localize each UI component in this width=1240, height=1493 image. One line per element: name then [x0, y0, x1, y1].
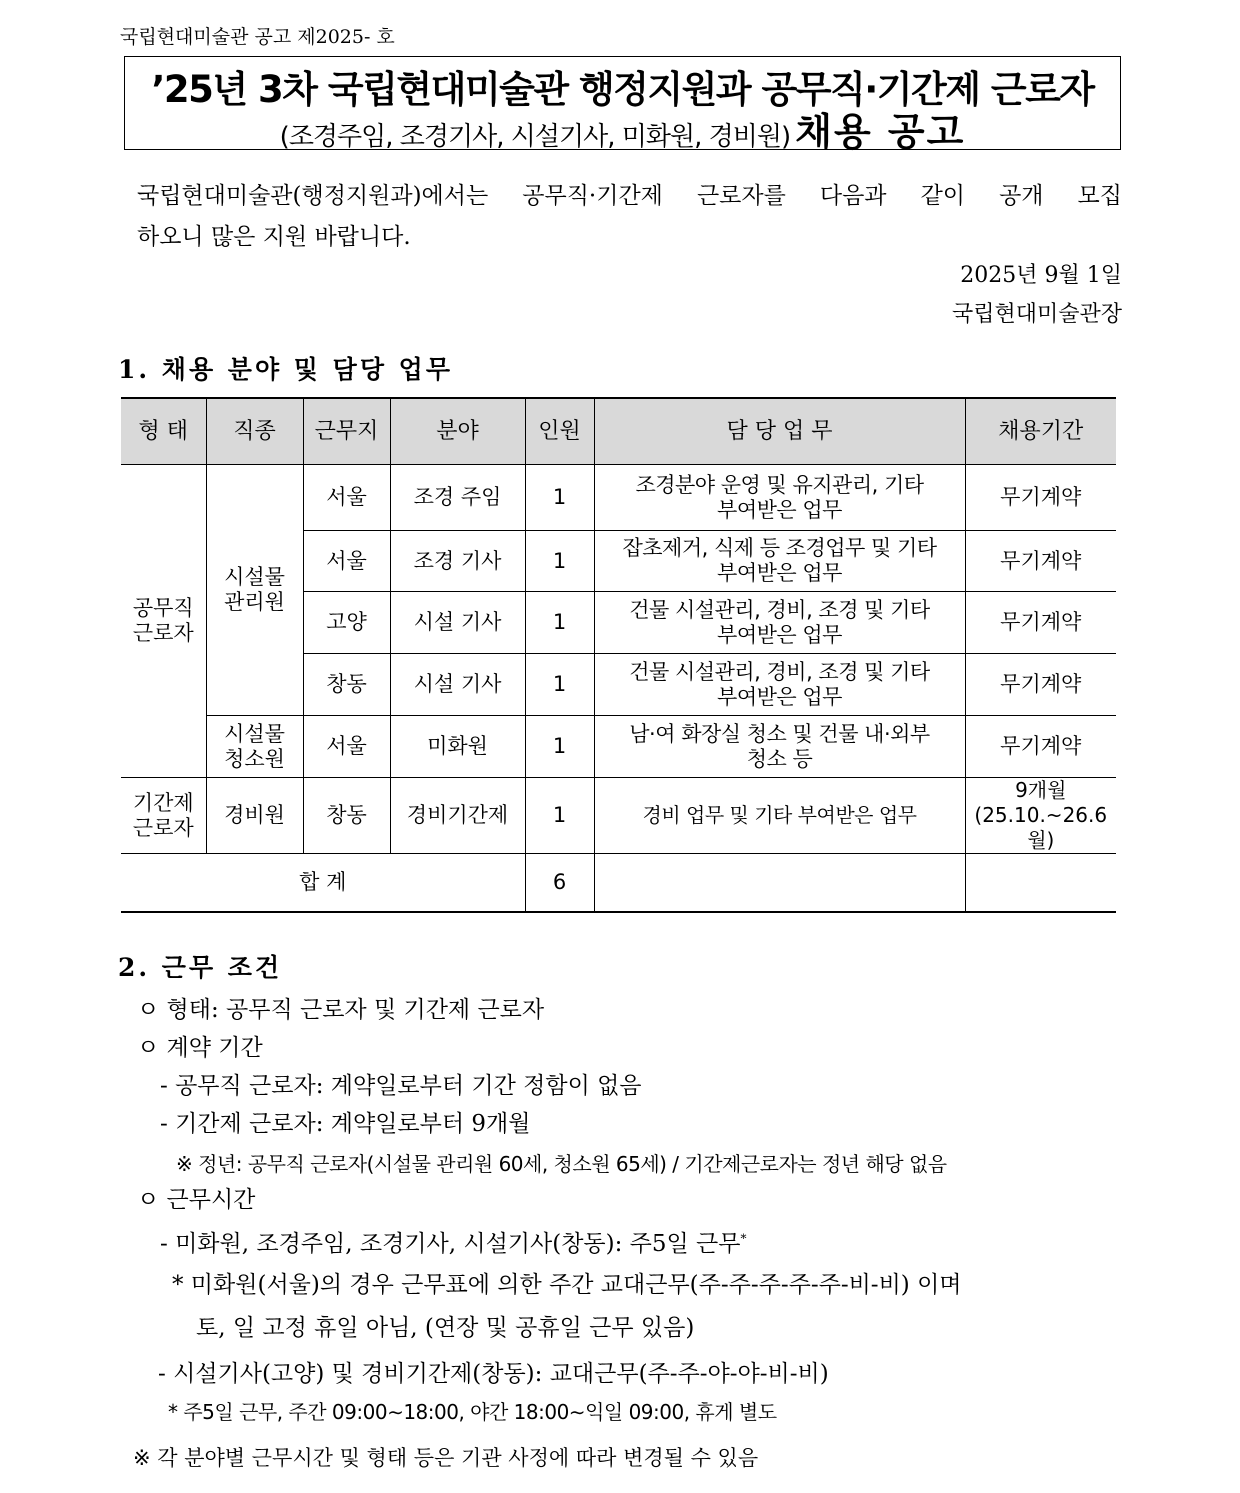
total-empty-duty: [594, 854, 965, 912]
hours-cleaning-shift: * 미화원(서울)의 경우 근무표에 의한 주간 교대근무(주-주-주-주-주-비-비) 이며: [172, 1272, 962, 1298]
condition-type: ㅇ 형태: 공무직 근로자 및 기간제 근로자: [137, 997, 545, 1023]
cell-location: 서울: [303, 716, 390, 778]
section2-heading: 2. 근무 조건: [118, 953, 283, 982]
job-facility: 시설물 관리원: [206, 465, 303, 716]
total-empty-period: [965, 854, 1116, 912]
retirement-note: ※ 정년: 공무직 근로자(시설물 관리원 60세, 청소원 65세) / 기간제근로자는 정년 해당 없음: [176, 1152, 947, 1176]
cell-count: 1: [525, 531, 594, 592]
intro-line2: 하오니 많은 지원 바랍니다.: [137, 224, 411, 250]
table-row: [121, 716, 1116, 778]
job-cleaning: 시설물 청소원: [206, 716, 303, 778]
cell-count: 1: [525, 778, 594, 854]
cell-period: 무기계약: [965, 716, 1116, 778]
cell-period: 무기계약: [965, 654, 1116, 716]
title-box: [124, 56, 1121, 154]
cell-location: 창동: [303, 778, 390, 854]
cell-duty: 건물 시설관리, 경비, 조경 및 기타 부여받은 업무: [594, 654, 965, 716]
header-job: 직종: [206, 398, 303, 465]
header-count: 인원: [525, 398, 594, 465]
hours-five-day-text: - 미화원, 조경주임, 조경기사, 시설기사(창동): 주5일 근무: [160, 1231, 741, 1257]
cell-count: 1: [525, 654, 594, 716]
table-header-row: [121, 398, 1116, 465]
contract-gongmu: - 공무직 근로자: 계약일로부터 기간 정함이 없음: [160, 1073, 642, 1099]
cell-location: 서울: [303, 465, 390, 531]
intro-line1: 국립현대미술관(행정지원과)에서는 공무직·기간제 근로자를 다음과 같이 공개 모집: [137, 183, 1122, 209]
cell-period: 무기계약: [965, 465, 1116, 531]
total-count: 6: [525, 854, 594, 912]
hours-cleaning-holiday: 토, 일 고정 휴일 아님, (연장 및 공휴일 근무 있음): [196, 1315, 695, 1341]
cell-duty: 잡초제거, 식제 등 조경업무 및 기타 부여받은 업무: [594, 531, 965, 592]
cell-period: 무기계약: [965, 531, 1116, 592]
title-line2: [125, 101, 1120, 156]
header-type: 형 태: [121, 398, 206, 465]
table-row: [121, 465, 1116, 531]
intro-paragraph: [137, 176, 1122, 258]
header-duty: 담 당 업 무: [594, 398, 965, 465]
cell-count: 1: [525, 465, 594, 531]
cell-field: 경비기간제: [390, 778, 525, 854]
cell-duty: 경비 업무 및 기타 부여받은 업무: [594, 778, 965, 854]
cell-location: 창동: [303, 654, 390, 716]
cell-period: 무기계약: [965, 592, 1116, 654]
hours-five-day: [160, 1225, 746, 1258]
recruitment-table: [121, 397, 1116, 913]
cell-field: 미화원: [390, 716, 525, 778]
cell-field: 시설 기사: [390, 592, 525, 654]
table-row: [121, 778, 1116, 854]
job-guard: 경비원: [206, 778, 303, 854]
title-line1: ’25년 3차 국립현대미술관 행정지원과 공무직·기간제 근로자: [151, 68, 1094, 111]
total-label: 합 계: [121, 854, 525, 912]
header-field: 분야: [390, 398, 525, 465]
change-notice: ※ 각 분야별 근무시간 및 형태 등은 기관 사정에 따라 변경될 수 있음: [133, 1446, 759, 1470]
notice-number: 국립현대미술관 공고 제2025- 호: [120, 26, 395, 48]
contract-gigan: - 기간제 근로자: 계약일로부터 9개월: [160, 1111, 531, 1137]
table-total-row: [121, 854, 1116, 912]
cell-field: 조경 주임: [390, 465, 525, 531]
cell-duty: 조경분야 운영 및 유지관리, 기타 부여받은 업무: [594, 465, 965, 531]
header-location: 근무지: [303, 398, 390, 465]
cell-location: 서울: [303, 531, 390, 592]
cell-duty: 건물 시설관리, 경비, 조경 및 기타 부여받은 업무: [594, 592, 965, 654]
cell-duty: 남·여 화장실 청소 및 건물 내·외부 청소 등: [594, 716, 965, 778]
issuer: 국립현대미술관장: [951, 302, 1122, 327]
header-period: 채용기간: [965, 398, 1116, 465]
group-gigan: 기간제 근로자: [121, 778, 206, 854]
cell-count: 1: [525, 716, 594, 778]
hours-rotation: - 시설기사(고양) 및 경비기간제(창동): 교대근무(주-주-야-야-비-비): [158, 1361, 829, 1387]
title-main: 채용 공고: [795, 110, 966, 154]
condition-contract-period: ㅇ 계약 기간: [137, 1035, 263, 1061]
cell-location: 고양: [303, 592, 390, 654]
hours-rotation-detail: * 주5일 근무, 주간 09:00∼18:00, 야간 18:00∼익일 09:00, 휴게 별도: [168, 1400, 777, 1424]
section1-heading: 1. 채용 분야 및 담당 업무: [118, 355, 453, 384]
group-gongmu: 공무직 근로자: [121, 465, 206, 778]
cell-period: 9개월 (25.10.~26.6월): [965, 778, 1116, 854]
cell-field: 시설 기사: [390, 654, 525, 716]
cell-field: 조경 기사: [390, 531, 525, 592]
condition-hours: ㅇ 근무시간: [137, 1187, 256, 1213]
cell-count: 1: [525, 592, 594, 654]
notice-date: 2025년 9월 1일: [960, 263, 1122, 288]
title-subtitle: (조경주임, 조경기사, 시설기사, 미화원, 경비원): [279, 122, 791, 152]
footnote-mark: *: [740, 1231, 747, 1246]
